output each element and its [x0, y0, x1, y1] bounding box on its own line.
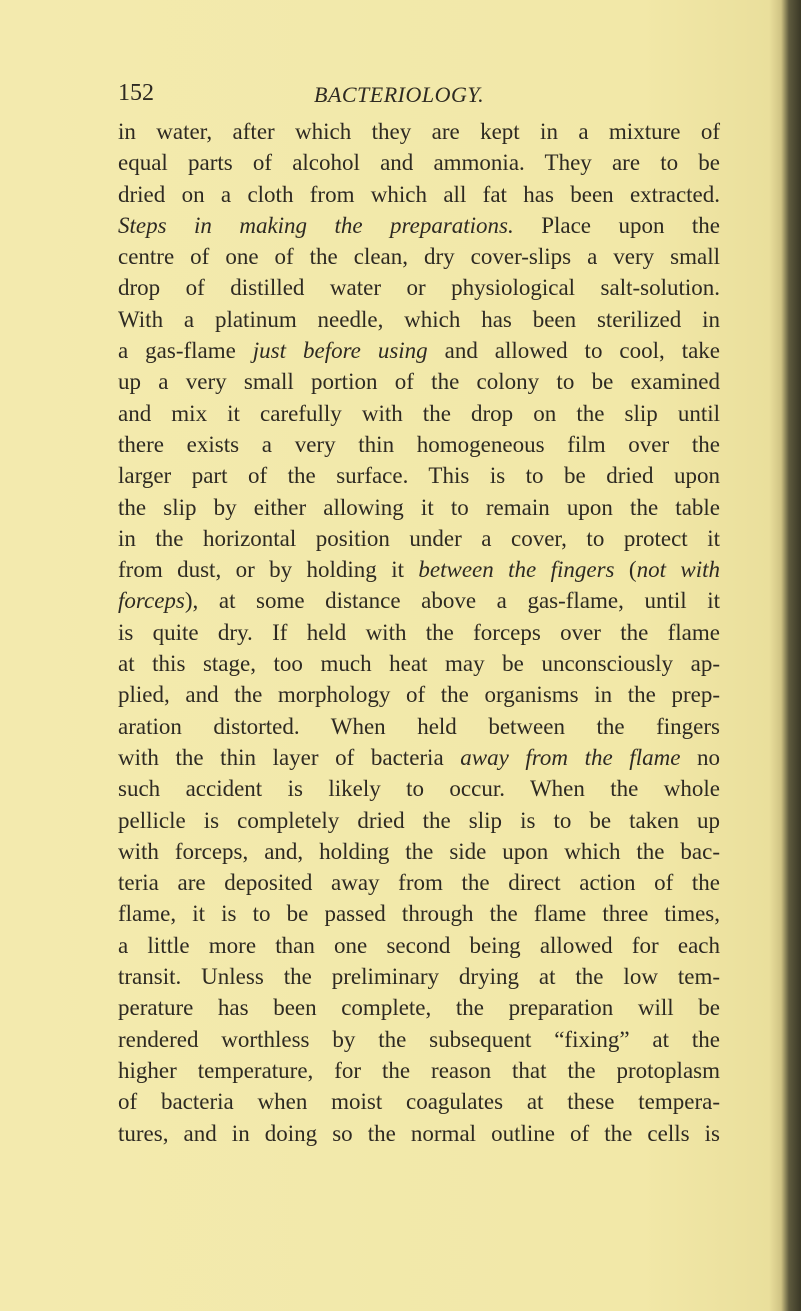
- text-segment: up a very small portion of the colony to be examined: [118, 369, 720, 395]
- text-segment: tures, and in doing so the normal outline of the cells is: [118, 1120, 720, 1146]
- text-line: [118, 648, 720, 679]
- italic-text: away from the flame: [460, 744, 681, 770]
- text-line: [118, 961, 720, 992]
- text-segment: centre of one of the clean, dry cover-slips a very small: [118, 244, 720, 270]
- text-line: [118, 366, 720, 397]
- text-segment: is quite dry. If held with the forceps over the flame: [118, 619, 720, 645]
- text-line: [118, 492, 720, 523]
- text-line: [118, 179, 720, 210]
- text-segment: with forceps, and, holding the side upon which the bac-: [118, 838, 720, 864]
- text-line: [118, 898, 720, 929]
- text-segment: the slip by either allowing it to remain upon the table: [118, 494, 720, 520]
- italic-text: just before using: [252, 338, 428, 364]
- text-segment: such accident is likely to occur. When the whole: [118, 776, 720, 802]
- text-segment: at this stage, too much heat may be unconsciously ap-: [118, 651, 720, 677]
- text-line: [118, 773, 720, 804]
- text-line: [118, 585, 720, 616]
- italic-text: not with: [636, 557, 720, 583]
- text-line: [118, 836, 720, 867]
- text-line: [118, 147, 720, 178]
- text-segment: and allowed to cool, take: [427, 338, 721, 364]
- text-line: [118, 241, 720, 272]
- text-line: [118, 711, 720, 742]
- text-segment: with the thin layer of bacteria: [118, 744, 461, 770]
- text-line: [118, 992, 720, 1023]
- text-segment: teria are deposited away from the direct action of the: [118, 870, 720, 896]
- text-line: [118, 554, 720, 585]
- text-segment: pellicle is completely dried the slip is to be taken up: [118, 807, 720, 833]
- text-line: [118, 1024, 720, 1055]
- text-segment: no: [680, 744, 721, 770]
- text-line: [118, 805, 720, 836]
- text-line: [118, 335, 720, 366]
- body-text: [118, 116, 720, 1149]
- text-line: [118, 272, 720, 303]
- text-segment: a little more than one second being allowed for each: [118, 932, 720, 958]
- text-line: [118, 429, 720, 460]
- text-segment: rendered worthless by the subsequent “fixing” at the: [118, 1026, 720, 1052]
- text-segment: larger part of the surface. This is to be dried upon: [118, 463, 720, 489]
- text-segment: Place upon the: [513, 212, 721, 238]
- text-segment: perature has been complete, the preparation will be: [118, 995, 720, 1021]
- page-number: 152: [118, 80, 154, 106]
- page-header: [118, 80, 718, 110]
- text-line: [118, 1086, 720, 1117]
- text-line: [118, 304, 720, 335]
- text-line: [118, 460, 720, 491]
- italic-text: Steps in making the preparations.: [118, 212, 514, 238]
- text-segment: With a platinum needle, which has been sterilized in: [118, 306, 720, 332]
- text-segment: and mix it carefully with the drop on the slip until: [118, 400, 720, 426]
- text-segment: transit. Unless the preliminary drying at the low tem-: [118, 964, 720, 990]
- text-segment: in the horizontal position under a cover, to protect it: [118, 525, 720, 551]
- text-line: [118, 679, 720, 710]
- text-segment: higher temperature, for the reason that the protoplasm: [118, 1057, 720, 1083]
- text-segment: in water, after which they are kept in a mixture of: [118, 119, 720, 144]
- text-segment: (: [614, 557, 637, 583]
- running-title: BACTERIOLOGY.: [314, 82, 485, 107]
- text-segment: aration distorted. When held between the fingers: [118, 713, 720, 739]
- text-segment: of bacteria when moist coagulates at these tempera-: [118, 1089, 720, 1115]
- text-line: [118, 930, 720, 961]
- text-segment: from dust, or by holding it: [118, 557, 419, 583]
- text-line: [118, 398, 720, 429]
- text-line: [118, 867, 720, 898]
- text-segment: flame, it is to be passed through the flame three times,: [118, 901, 720, 927]
- text-segment: a gas-flame: [118, 338, 253, 364]
- text-segment: there exists a very thin homogeneous film over the: [118, 431, 720, 457]
- text-segment: plied, and the morphology of the organisms in the prep-: [118, 682, 720, 708]
- text-line: [118, 523, 720, 554]
- text-segment: dried on a cloth from which all fat has been extracted.: [118, 181, 720, 207]
- text-segment: ), at some distance above a gas-flame, until it: [184, 588, 720, 614]
- italic-text: between the fingers: [418, 557, 615, 583]
- text-line: [118, 1118, 720, 1149]
- text-line: [118, 116, 720, 147]
- text-segment: equal parts of alcohol and ammonia. They are to be: [118, 150, 720, 176]
- text-line: [118, 617, 720, 648]
- text-line: [118, 742, 720, 773]
- text-line: [118, 210, 720, 241]
- text-segment: drop of distilled water or physiological salt-solution.: [118, 275, 720, 301]
- text-line: [118, 1055, 720, 1086]
- italic-text: forceps: [118, 588, 185, 614]
